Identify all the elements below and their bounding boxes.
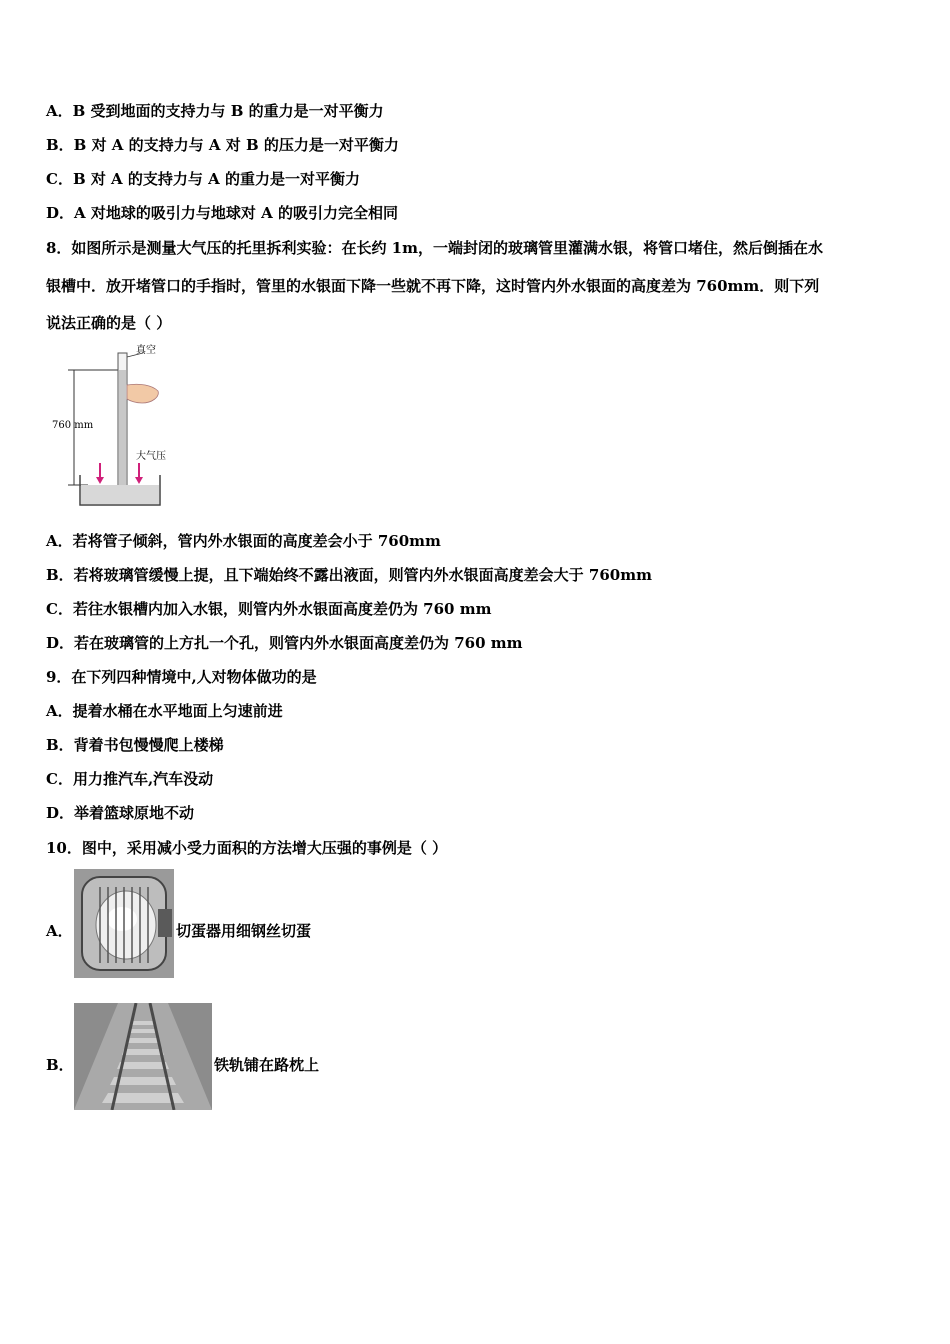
q7-option-d: D．A 对地球的吸引力与地球对 A 的吸引力完全相同 [46,204,398,222]
q9-option-a: A．提着水桶在水平地面上匀速前进 [46,702,283,720]
q10-option-a-letter: A． [46,922,73,940]
atmospheric-pressure-label: 大气压 [136,451,166,462]
q9-option-c: C．用力推汽车,汽车没动 [46,770,214,788]
q10-stem: 10．图中，采用减小受力面积的方法增大压强的事例是（ ） [46,839,448,857]
q8-option-c: C．若往水银槽内加入水银，则管内外水银面高度差仍为 760 mm [46,600,492,618]
q8-option-b: B．若将玻璃管缓慢上提，且下端始终不露出液面，则管内外水银面高度差会大于 760mm [46,566,652,584]
egg-slicer-image [74,869,174,978]
q8-option-a: A．若将管子倾斜，管内外水银面的高度差会小于 760mm [46,532,441,550]
railway-track-photo-icon [74,1003,212,1110]
q9-stem: 9．在下列四种情境中,人对物体做功的是 [46,668,317,686]
egg-slicer-photo-icon [74,869,174,978]
torricelli-figure [48,345,188,515]
q10-option-b-caption: 铁轨铺在路枕上 [214,1056,320,1074]
q8-stem-line-2: 银槽中．放开堵管口的手指时，管里的水银面下降一些就不再下降，这时管内外水银面的高度差为 760mm．则下列 [46,277,820,295]
q9-option-d: D．举着篮球原地不动 [46,804,195,822]
q7-option-c: C．B 对 A 的支持力与 A 的重力是一对平衡力 [46,170,361,188]
q8-stem-line-1: 8．如图所示是测量大气压的托里拆利实验：在长约 1m，一端封闭的玻璃管里灌满水银，将管口堵住，然后倒插在水 [46,239,823,257]
q8-stem-line-3: 说法正确的是（ ） [46,314,172,332]
q7-option-b: B．B 对 A 的支持力与 A 对 B 的压力是一对平衡力 [46,136,399,154]
q10-option-b-letter: B． [46,1056,74,1074]
height-label: 760 mm [52,420,94,431]
q8-option-d: D．若在玻璃管的上方扎一个孔，则管内外水银面高度差仍为 760 mm [46,634,523,652]
q10-option-a-caption: 切蛋器用细钢丝切蛋 [176,922,312,940]
q7-option-a: A．B 受到地面的支持力与 B 的重力是一对平衡力 [46,102,384,120]
railway-track-image [74,1003,212,1110]
vacuum-label: 真空 [136,345,156,356]
q9-option-b: B．背着书包慢慢爬上楼梯 [46,736,224,754]
